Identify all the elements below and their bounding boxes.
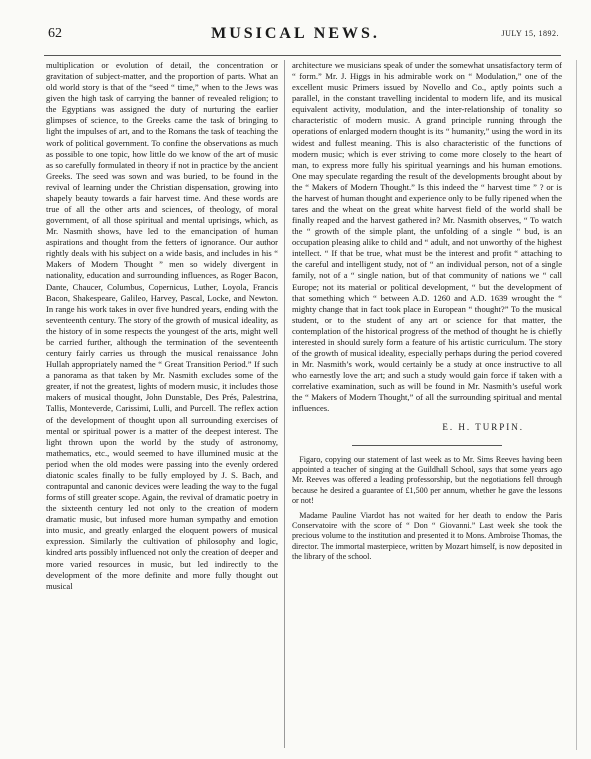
news-note: Figaro, copying our statement of last week as to Mr. Sims Reeves having been appointed a teacher of singing at the Guildhall School, says that some years ago Mr. Reeves was offered a leading professorship, but the negotiations fell through because he desired a guarantee of £1,500 per annum, whether he gave the lessons or not! xyxy=(292,454,562,506)
right-column xyxy=(292,60,562,567)
masthead-title: MUSICAL NEWS. xyxy=(211,25,380,42)
author-signature: E. H. TURPIN. xyxy=(442,421,524,432)
column-divider xyxy=(284,60,285,748)
section-divider xyxy=(352,445,502,446)
news-notes xyxy=(292,455,562,563)
page-number: 62 xyxy=(48,26,62,41)
article-paragraph: architecture we musicians speak of under the somewhat unsatisfactory term of “ form.” Mr. J. Higgs in his admirable work on “ Modulation,” one of the excellent music Primers issued by Novello and Co., aptly points such a parallel, in the constant travelling incidental to modern life, and its musical equivalent activity, modulation, and the inter-relationship of tonality so characteristic of modern music. A grand principle running through the operations of enlarged modern thought is its “ humanity,” using the word in its widest and fullest meaning. This is also characteristic of the functions of modern music; which is ever striving to come more closely to the heart of man, to express more fully his spiritual yearnings and his human emotions. One may speculate regarding the result of the developments brought about by the “ Makers of Modern Thought.” Is this indeed the “ harvest time ” ? or is the harvest of human thought and experience only to be fully ripened when the tares and the wheat on the great white harvest field of the world shall be finally reaped and the harvest gathered in? Mr. Nasmith observes, “ To watch the “ growth of the simple plant, the unfolding of a single “ bud, is an occupation pleasing alike to child and “ adult, and not unworthy of the highest intellect. “ If that be true, what must be the interest and profit “ attaching to the careful and intelligent study, not of “ an individual person, not of a single family, not of a “ single nation, but of that community of nations we “ call Europe; not its material or political development, “ but the development of that something which “ between A.D. 1260 and A.D. 1639 wrought the “ mighty change that in fact took place in European “ thought?” To the musical student, or to the student of any art or science for that matter, the contemplation of the historical progress of the method of thought he is chiefly interested in should surely form a feature of his artistic curriculum. The story of the growth of musical ideality, especially perhaps during the period covered in Mr. Nasmith’s work, would certainly be a study at once instructive to all who earnestly love the art; and such a study would gain force if taken with a correlative examination, such as will be found in Mr. Nasmith’s useful work the “ Makers of Modern Thought,” of all the surrounding spiritual and mental influences. xyxy=(292,60,562,414)
page-header xyxy=(0,26,591,48)
issue-date: JULY 15, 1892. xyxy=(501,29,559,38)
news-note: Madame Pauline Viardot has not waited for her death to endow the Paris Conservatoire with the score of “ Don “ Giovanni.” Last week she took the precious volume to the institution and presented it to Mons. Ambroise Thomas, the director. The immortal masterpiece, written by Mozart himself, is now deposited in the library of the school. xyxy=(292,510,562,562)
article-paragraph: multiplication or evolution of detail, the concentration or gravitation of subject-matter, and the proportion of parts. What an old world story is that of the “seed “ time,” when to the Jews was given the high task of carrying the banner of revealed religion; to the Egyptians was assigned the duty of nurturing the earlier glimpses of science, to the Greeks came the task of bringing to light the impulses of art, and to the Romans the task of teaching the work of political government. To confine the observations as much as possible to one topic, how little do we know of the art of music as so carefully formulated in theory if not in practice by the ancient Greeks. The seed was sown and was buried, to be found in the revival of learning under the Christian dispensation, growing into shapely beauty towards a fair harvest time. And these words are true of all the other arts and sciences, of theology, of moral government, of all those spiritual and mental uprisings, which, as Mr. Nasmith shows, have led to the emancipation of human aspirations and thought from the fetters of ignorance. Our author rightly deals with his subject on a wide basis, and includes in his “ Makers of Modern Thought ” men so widely divergent in nationality, education and surrounding influences, as Roger Bacon, Dante, Chaucer, Columbus, Copernicus, Luther, Loyola, Francis Bacon, Shakespeare, Galileo, Harvey, Pascal, Locke, and Newton. In range his work takes in over five hundred years, ending with the seventeenth century. The story of the growth of musical ideality, as the history of in some respects the youngest of the arts, might well be carried further, although the termination of the seventeenth century fairly carries us through the musical renaissance John Hullah appropriately named the “ Great Transition Period.” If such a panorama as that taken by Mr. Nasmith excludes some of the greater, if not the greatest, lights of modern music, it includes those makers of musical thought, John Dunstable, Des Prés, Palestrina, Tallis, Monteverde, Carissimi, Lulli, and Purcell. The reflex action of the development of thought upon all surrounding exercises of mental or spiritual power is a matter of the deepest interest. The light thrown upon the world by the study of astronomy, mathematics, etc., would seemed to have illumined music at the period when the old modes were passing into the evenly ordered diatonic scales finally to be fully employed by J. S. Bach, and contrapuntal and canonic devices were leading the way to the fugal forms of still greater scope. Again, the revival of dramatic poetry in the sixteenth century led not only to the creation of modern dramatic music, but infused more human sympathy and emotion into music, and greatly enlarged the eloquent powers of musical expression. Similarly the cultivation of philosophy and logic, kindred arts possibly influenced not only the creation of deeper and more varied resources in music, but led indirectly to the development of the more definite and more fully thought out musical xyxy=(46,60,278,591)
left-column xyxy=(46,60,278,592)
header-rule xyxy=(44,55,561,56)
page-edge-rule xyxy=(576,60,577,750)
